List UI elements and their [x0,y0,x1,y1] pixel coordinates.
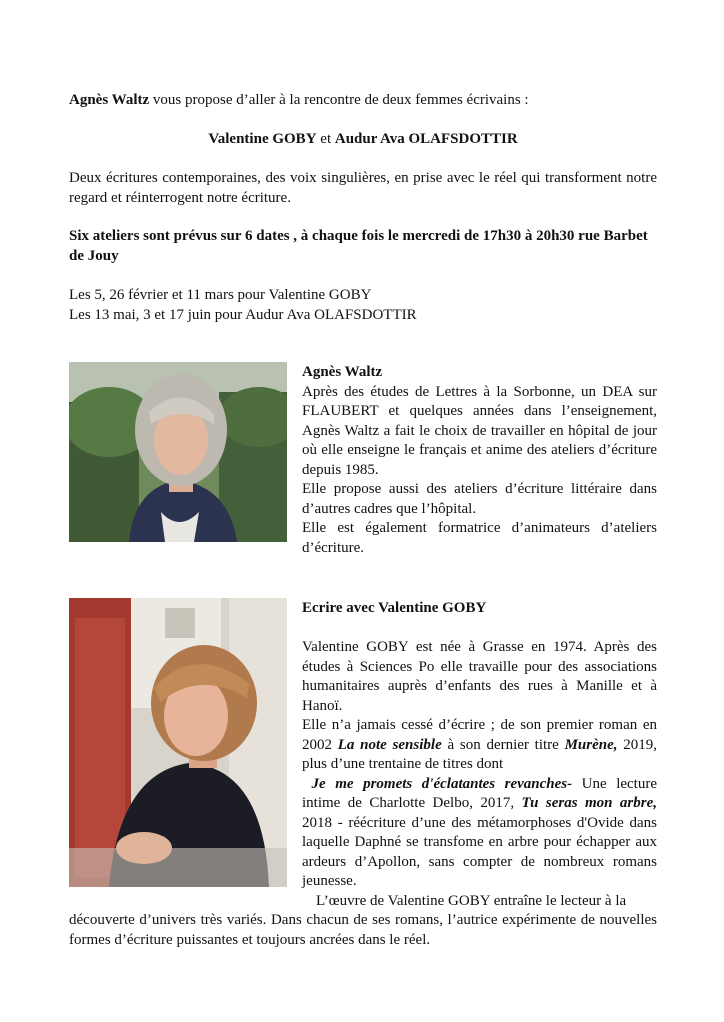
waltz-paragraph-3: Elle est également formatrice d’animateurs d’ateliers d’écriture. [302,520,657,556]
goby-paragraph-4-start: L’œuvre de Valentine GOBY entraîne le lecteur à la [316,892,627,909]
goby-photo [69,598,287,887]
waltz-title: Agnès Waltz [302,364,383,380]
description: Deux écritures contemporaines, des voix singulières, en prise avec le réel qui transforment notre regard et réinterrogent notre écriture. [69,170,657,206]
dates-list [69,286,657,325]
goby-portrait-image [69,598,287,887]
dates-line-goby: Les 5, 26 février et 11 mars pour Valentine GOBY [69,287,372,303]
waltz-bio [302,363,657,558]
intro-name: Agnès Waltz [69,92,150,108]
book-la-note-sensible: La note sensible [337,736,442,753]
goby-paragraph-3: Je me promets d'éclatantes revanches- Une lecture intime de Charlotte Delbo, 2017, Tu seras mon arbre, 2018 - réécriture d’une des métamorphoses d'Ovide dans laquelle Daphné se transfome en arbre pour échapper aux ardeurs d’Apollon, sans compter de nombreux romans jeunesse. [302,775,658,889]
goby-paragraph-4-end: découverte d’univers très variés. Dans chacun de ses romans, l’autrice expérimente de nouvelles formes d’écriture puissantes et toujours ancrées dans le réel. [69,912,657,948]
waltz-paragraph-1: Après des études de Lettres à la Sorbonne, un DEA sur FLAUBERT et quelques années dans l’enseignement, Agnès Waltz a fait le choix de travailler en hôpital de jour où elle enseigne le français et anime des ateliers d’écriture depuis 1985. [302,383,657,478]
author-goby: Valentine GOBY [208,131,317,147]
dates-line-olafsdottir: Les 13 mai, 3 et 17 juin pour Audur Ava OLAFSDOTTIR [69,306,417,323]
waltz-portrait-image [69,362,287,542]
book-revanches: Je me promets d'éclatantes revanches- [311,775,573,792]
goby-paragraph-2: Elle n’a jamais cessé d’écrire ; de son premier roman en 2002 La note sensible à son dernier titre Murène, 2019, plus d’une trentaine de titres dont [302,717,658,772]
authors-heading [69,130,657,150]
goby-paragraph-1: Valentine GOBY est née à Grasse en 1974. Après des études à Sciences Po elle travaille pour des associations humanitaires auprès d’enfants des rues à Manille et à Hanoï. [302,639,657,714]
book-tu-seras-mon-arbre: Tu seras mon arbre, [521,795,657,811]
intro-line [69,91,657,111]
waltz-photo [69,362,287,542]
book-murene: Murène, [564,736,618,753]
goby-bio [302,599,657,911]
intro-text: vous propose d’aller à la rencontre de deux femmes écrivains : [149,92,529,108]
goby-title: Ecrire avec Valentine GOBY [302,600,487,616]
authors-sep: et [316,131,335,147]
author-olafsdottir: Audur Ava OLAFSDOTTIR [334,131,518,147]
workshops-info: Six ateliers sont prévus sur 6 dates , à chaque fois le mercredi de 17h30 à 20h30 rue Barbet de Jouy [69,228,648,264]
waltz-paragraph-2: Elle propose aussi des ateliers d’écriture littéraire dans d’autres cadres que l’hôpital. [302,481,657,517]
